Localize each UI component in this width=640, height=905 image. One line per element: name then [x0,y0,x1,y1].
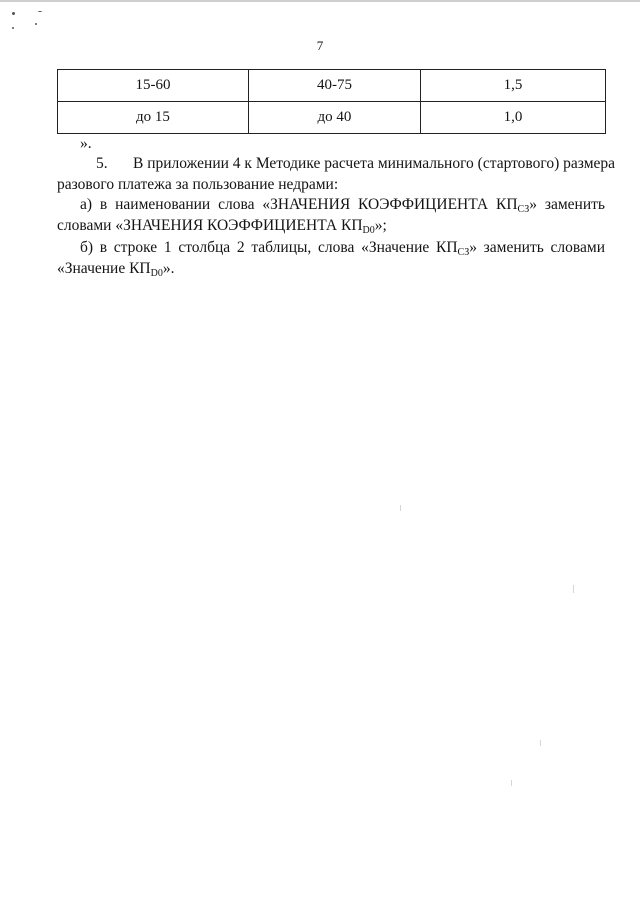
scan-artifact [573,585,574,593]
table-cell: 1,5 [421,70,606,102]
subscript-sz: СЗ [517,204,530,215]
scan-speck [38,11,42,12]
table-cell: 1,0 [421,102,606,134]
subscript-d0: D0 [150,268,163,279]
item-a-line-1-text: а) в наименовании слова «ЗНАЧЕНИЯ КОЭФФИЦИЕНТА КП [80,196,518,213]
scan-speck [35,23,37,25]
item-b-line-2-end: ». [162,260,175,277]
item-b-line-2-text: «Значение КП [57,260,151,277]
scan-top-edge [0,0,640,2]
table-row [58,102,606,134]
item-a-line-2-end: »; [374,217,387,234]
scan-speck [12,27,14,29]
table-cell: 15-60 [58,70,249,102]
item-b-line-1-end: » заменить словами [469,239,605,256]
scan-speck [12,12,15,15]
coefficient-table [57,69,606,134]
table-cell: до 40 [249,102,421,134]
page-number: 7 [316,38,324,53]
scan-artifact [540,740,541,746]
item-5-number: 5. [96,155,108,172]
scan-artifact [400,505,401,511]
item-5-text-line-1: В приложении 4 к Методике расчета минимального (стартового) размера [133,155,616,172]
item-a-line-2 [57,216,387,236]
table-row [58,70,606,102]
item-a-line-1-end: » заменить [529,196,605,213]
table-cell: 40-75 [249,70,421,102]
item-a-line-2-text: словами «ЗНАЧЕНИЯ КОЭФФИЦИЕНТА КП [57,217,363,234]
closing-quote: ». [80,135,92,152]
item-b-line-1 [80,238,605,258]
scan-artifact [511,780,512,786]
table-cell: до 15 [58,102,249,134]
item-a-line-1 [80,195,605,215]
item-b-line-1-text: б) в строке 1 столбца 2 таблицы, слова «Значение КП [80,239,458,256]
subscript-d0: D0 [362,225,375,236]
item-b-line-2 [57,259,174,279]
subscript-sz: СЗ [457,247,470,258]
item-5-text-line-2: разового платежа за пользование недрами: [57,176,339,193]
